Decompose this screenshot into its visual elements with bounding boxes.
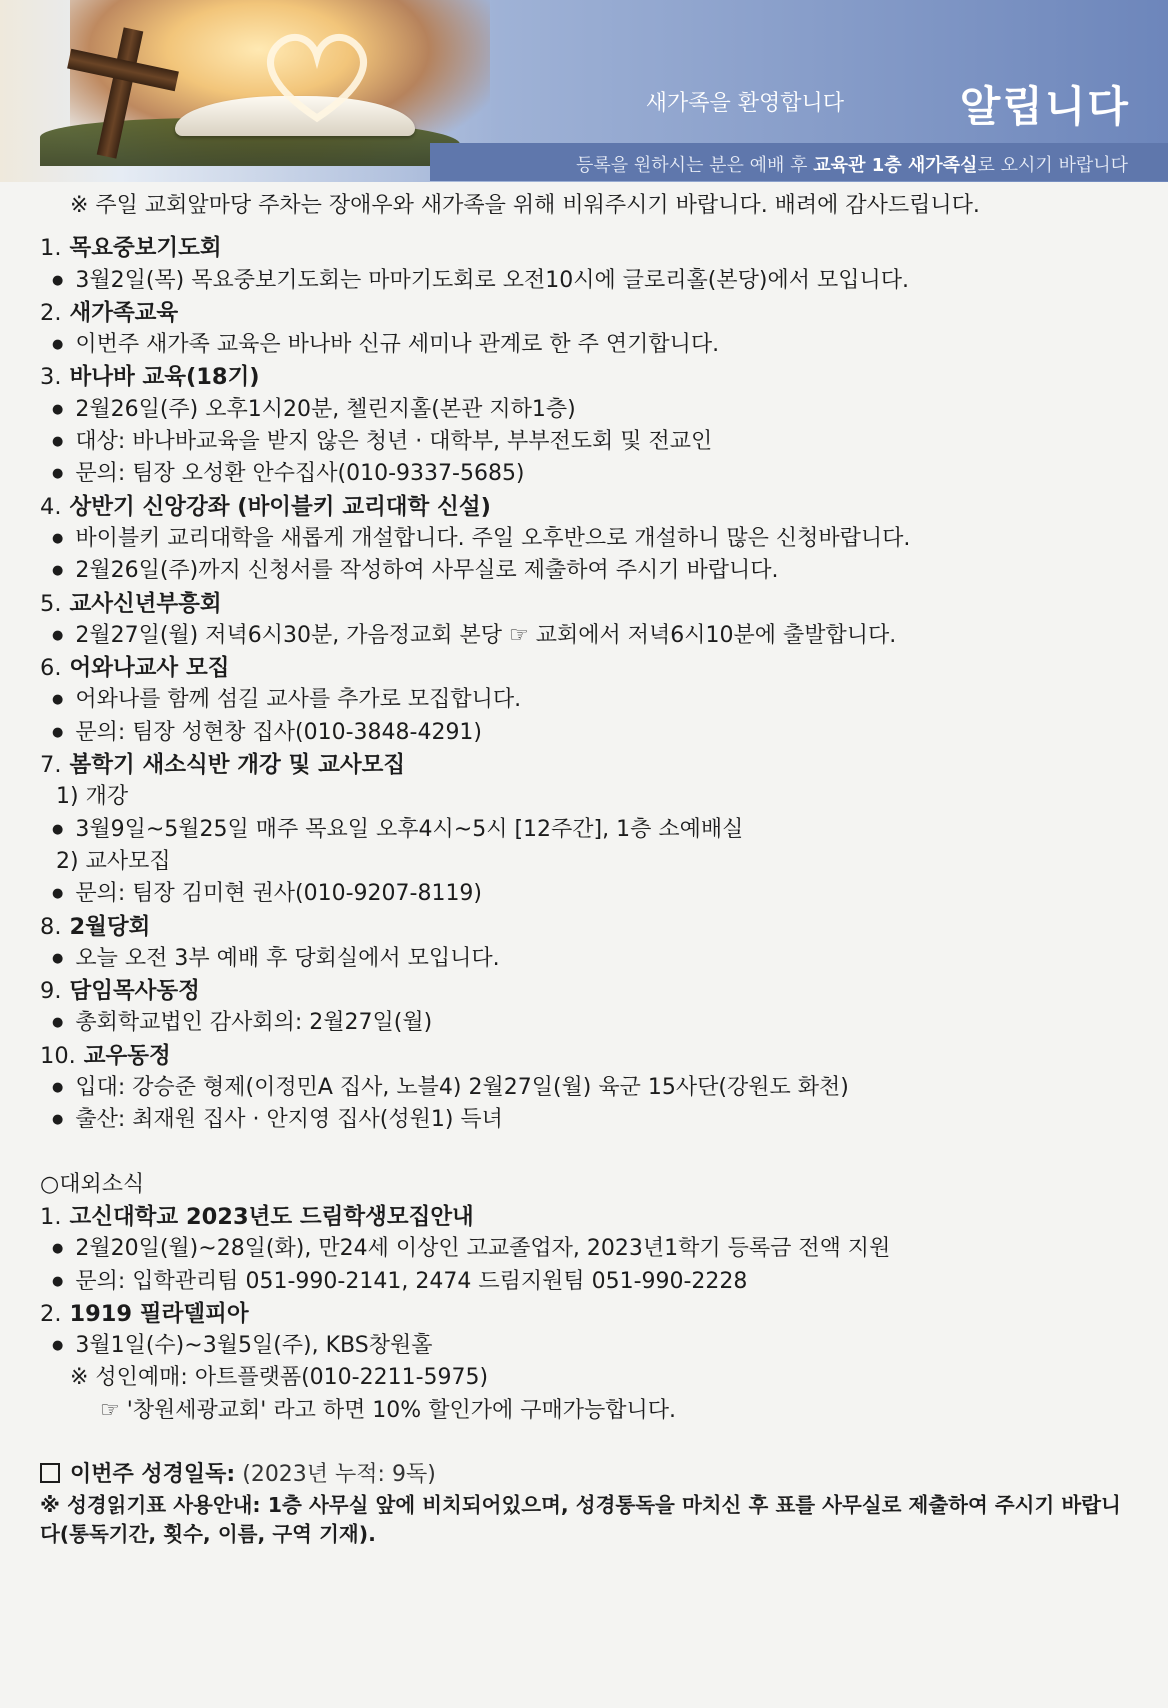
section-heading: 10. 교우동정 bbox=[40, 1042, 171, 1069]
banner-title: 알립니다 bbox=[959, 82, 1130, 131]
section-heading: 2. 1919 필라델피아 bbox=[40, 1300, 249, 1327]
banner-subtitle: 등록을 원하시는 분은 예배 후 교육관 1층 새가족실로 오시기 바랍니다 bbox=[576, 155, 1128, 176]
heart-icon bbox=[262, 28, 372, 124]
list-item: ● 총회학교법인 감사회의: 2월27일(월) bbox=[40, 1007, 1140, 1039]
external-news-heading: ○대외소식 bbox=[40, 1171, 145, 1197]
bible-reading-row bbox=[40, 1459, 1140, 1491]
list-item: ● 문의: 팀장 성현창 집사(010-3848-4291) bbox=[40, 717, 1140, 749]
list-item: ● 문의: 팀장 오성환 안수집사(010-9337-5685) bbox=[40, 458, 1140, 490]
list-item: ● 2월20일(월)~28일(화), 만24세 이상인 고교졸업자, 2023년1학기 등록금 전액 지원 bbox=[40, 1233, 1140, 1265]
banner-welcome: 새가족을 환영합니다 bbox=[645, 91, 844, 116]
list-item: ● 문의: 팀장 김미현 권사(010-9207-8119) bbox=[40, 878, 1140, 910]
header-banner bbox=[0, 0, 1168, 182]
list-item: ● 문의: 입학관리팀 051-990-2141, 2474 드림지원팀 051-990-2228 bbox=[40, 1266, 1140, 1298]
section-heading: 6. 어와나교사 모집 bbox=[40, 655, 230, 682]
list-item: ● 2월26일(주) 오후1시20분, 첼린지홀(본관 지하1층) bbox=[40, 394, 1140, 426]
list-item: ● 3월2일(목) 목요중보기도회는 마마기도회로 오전10시에 글로리홀(본당)에서 모입니다. bbox=[40, 265, 1140, 297]
subsection-label: 1) 개강 bbox=[56, 784, 129, 810]
list-item: ● 출산: 최재원 집사 · 안지영 집사(성원1) 득녀 bbox=[40, 1104, 1140, 1136]
section-heading: 8. 2월당회 bbox=[40, 913, 151, 940]
list-item: ● 2월27일(월) 저녁6시30분, 가음정교회 본당 ☞ 교회에서 저녁6시10분에 출발합니다. bbox=[40, 620, 1140, 652]
list-item: ● 대상: 바나바교육을 받지 않은 청년 · 대학부, 부부전도회 및 전교인 bbox=[40, 426, 1140, 458]
ticket-note: ※ 성인예매: 아트플랫폼(010-2211-5975) bbox=[70, 1365, 489, 1391]
discount-note: ☞ '창원세광교회' 라고 하면 10% 할인가에 구매가능합니다. bbox=[100, 1397, 676, 1423]
section-heading: 1. 목요중보기도회 bbox=[40, 235, 222, 262]
section-heading: 1. 고신대학교 2023년도 드림학생모집안내 bbox=[40, 1203, 474, 1230]
checkbox-icon bbox=[40, 1463, 60, 1483]
list-item: ● 입대: 강승준 형제(이정민A 집사, 노블4) 2월27일(월) 육군 15사단(강원도 화천) bbox=[40, 1072, 1140, 1104]
section-heading: 4. 상반기 신앙강좌 (바이블키 교리대학 신설) bbox=[40, 493, 491, 520]
section-heading: 2. 새가족교육 bbox=[40, 299, 179, 326]
section-heading: 7. 봄학기 새소식반 개강 및 교사모집 bbox=[40, 752, 406, 779]
section-heading: 5. 교사신년부흥회 bbox=[40, 590, 222, 617]
announcements bbox=[40, 190, 1140, 1549]
list-item: ● 3월9일~5월25일 매주 목요일 오후4시~5시 [12주간], 1층 소예배실 bbox=[40, 814, 1140, 846]
subsection-label: 2) 교사모집 bbox=[56, 848, 171, 874]
list-item: ● 바이블키 교리대학을 새롭게 개설합니다. 주일 오후반으로 개설하니 많은 신청바랍니다. bbox=[40, 523, 1140, 555]
bible-reading-title: 이번주 성경일독: bbox=[70, 1461, 236, 1487]
list-item: ● 어와나를 함께 섬길 교사를 추가로 모집합니다. bbox=[40, 684, 1140, 716]
section-heading: 3. 바나바 교육(18기) bbox=[40, 364, 260, 391]
parking-notice: ※ 주일 교회앞마당 주차는 장애우와 새가족을 위해 비워주시기 바랍니다. 배려에 감사드립니다. bbox=[70, 193, 980, 218]
list-item: ● 2월26일(주)까지 신청서를 작성하여 사무실로 제출하여 주시기 바랍니다. bbox=[40, 555, 1140, 587]
bible-reading-count: (2023년 누적: 9독) bbox=[242, 1461, 436, 1487]
list-item: ● 오늘 오전 3부 예배 후 당회실에서 모입니다. bbox=[40, 943, 1140, 975]
list-item: ● 3월1일(수)~3월5일(주), KBS창원홀 bbox=[40, 1330, 1140, 1362]
bible-reading-guide: ※ 성경읽기표 사용안내: 1층 사무실 앞에 비치되어있으며, 성경통독을 마치신 후 표를 사무실로 제출하여 주시기 바랍니다(통독기간, 횟수, 이름, 구역 기재). bbox=[40, 1493, 1121, 1547]
list-item: ● 이번주 새가족 교육은 바나바 신규 세미나 관계로 한 주 연기합니다. bbox=[40, 329, 1140, 361]
section-heading: 9. 담임목사동정 bbox=[40, 978, 200, 1005]
